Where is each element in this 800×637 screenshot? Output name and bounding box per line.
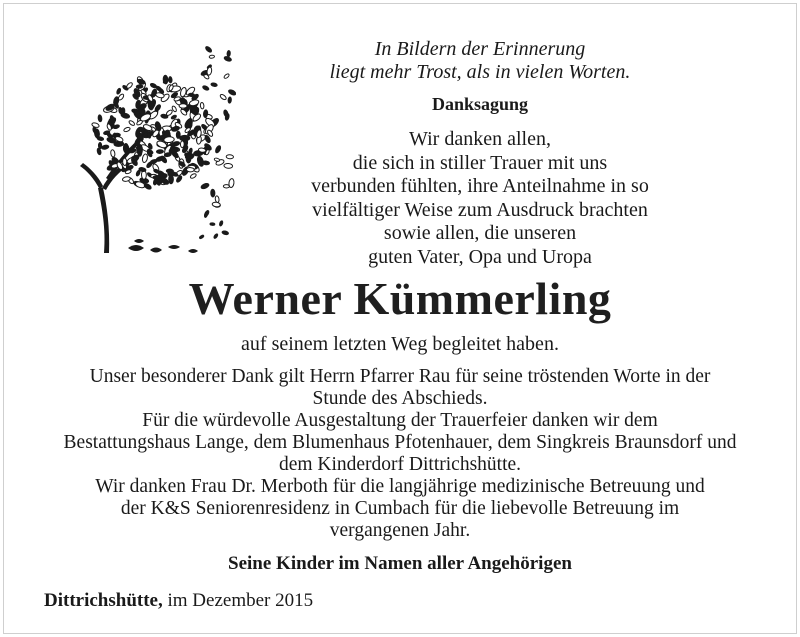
body-line: dem Kinderdorf Dittrichshütte. <box>278 454 522 475</box>
place-town: Dittrichshütte, <box>44 590 163 611</box>
deceased-name: Werner Kümmerling <box>188 273 612 324</box>
thanks-paragraph <box>270 128 690 269</box>
body-line: Unser besonderer Dank gilt Herrn Pfarrer Rau für seine tröstenden Worte in der <box>89 366 711 387</box>
thanks-line: Wir danken allen, <box>409 128 551 150</box>
body-line: Für die würdevolle Ausgestaltung der Trauerfeier danken wir dem <box>142 410 658 431</box>
motto-line-2: liegt mehr Trost, als in vielen Worten. <box>329 61 631 83</box>
thanks-line: verbunden fühlten, ihre Anteilnahme in so <box>311 175 649 197</box>
place-date <box>44 590 313 612</box>
windblown-tree-icon <box>76 38 236 258</box>
body-paragraph <box>20 366 780 542</box>
body-line: Bestattungshaus Lange, dem Blumenhaus Pfotenhauer, dem Singkreis Braunsdorf und <box>63 432 737 453</box>
signature: Seine Kinder im Namen aller Angehörigen <box>228 553 572 574</box>
body-line: vergangenen Jahr. <box>329 520 471 541</box>
motto <box>300 38 660 84</box>
body-line: Wir danken Frau Dr. Merboth für die langjährige medizinische Betreuung und <box>95 476 705 497</box>
thanks-line: die sich in stiller Trauer mit uns <box>352 151 608 174</box>
body-line: der K&S Seniorenresidenz in Cumbach für die liebevolle Betreuung im <box>120 498 680 519</box>
thanks-line: sowie allen, die unseren <box>383 222 577 244</box>
body-line: Stunde des Abschieds. <box>312 388 488 409</box>
thanks-line: guten Vater, Opa und Uropa <box>368 245 592 268</box>
motto-line-1: In Bildern der Erinnerung <box>374 38 586 60</box>
last-way-line: auf seinem letzten Weg begleitet haben. <box>241 333 559 355</box>
place-date-text: im Dezember 2015 <box>167 590 314 611</box>
thanks-line: vielfältiger Weise zum Ausdruck brachten <box>312 198 648 221</box>
heading-danksagung: Danksagung <box>431 94 529 114</box>
